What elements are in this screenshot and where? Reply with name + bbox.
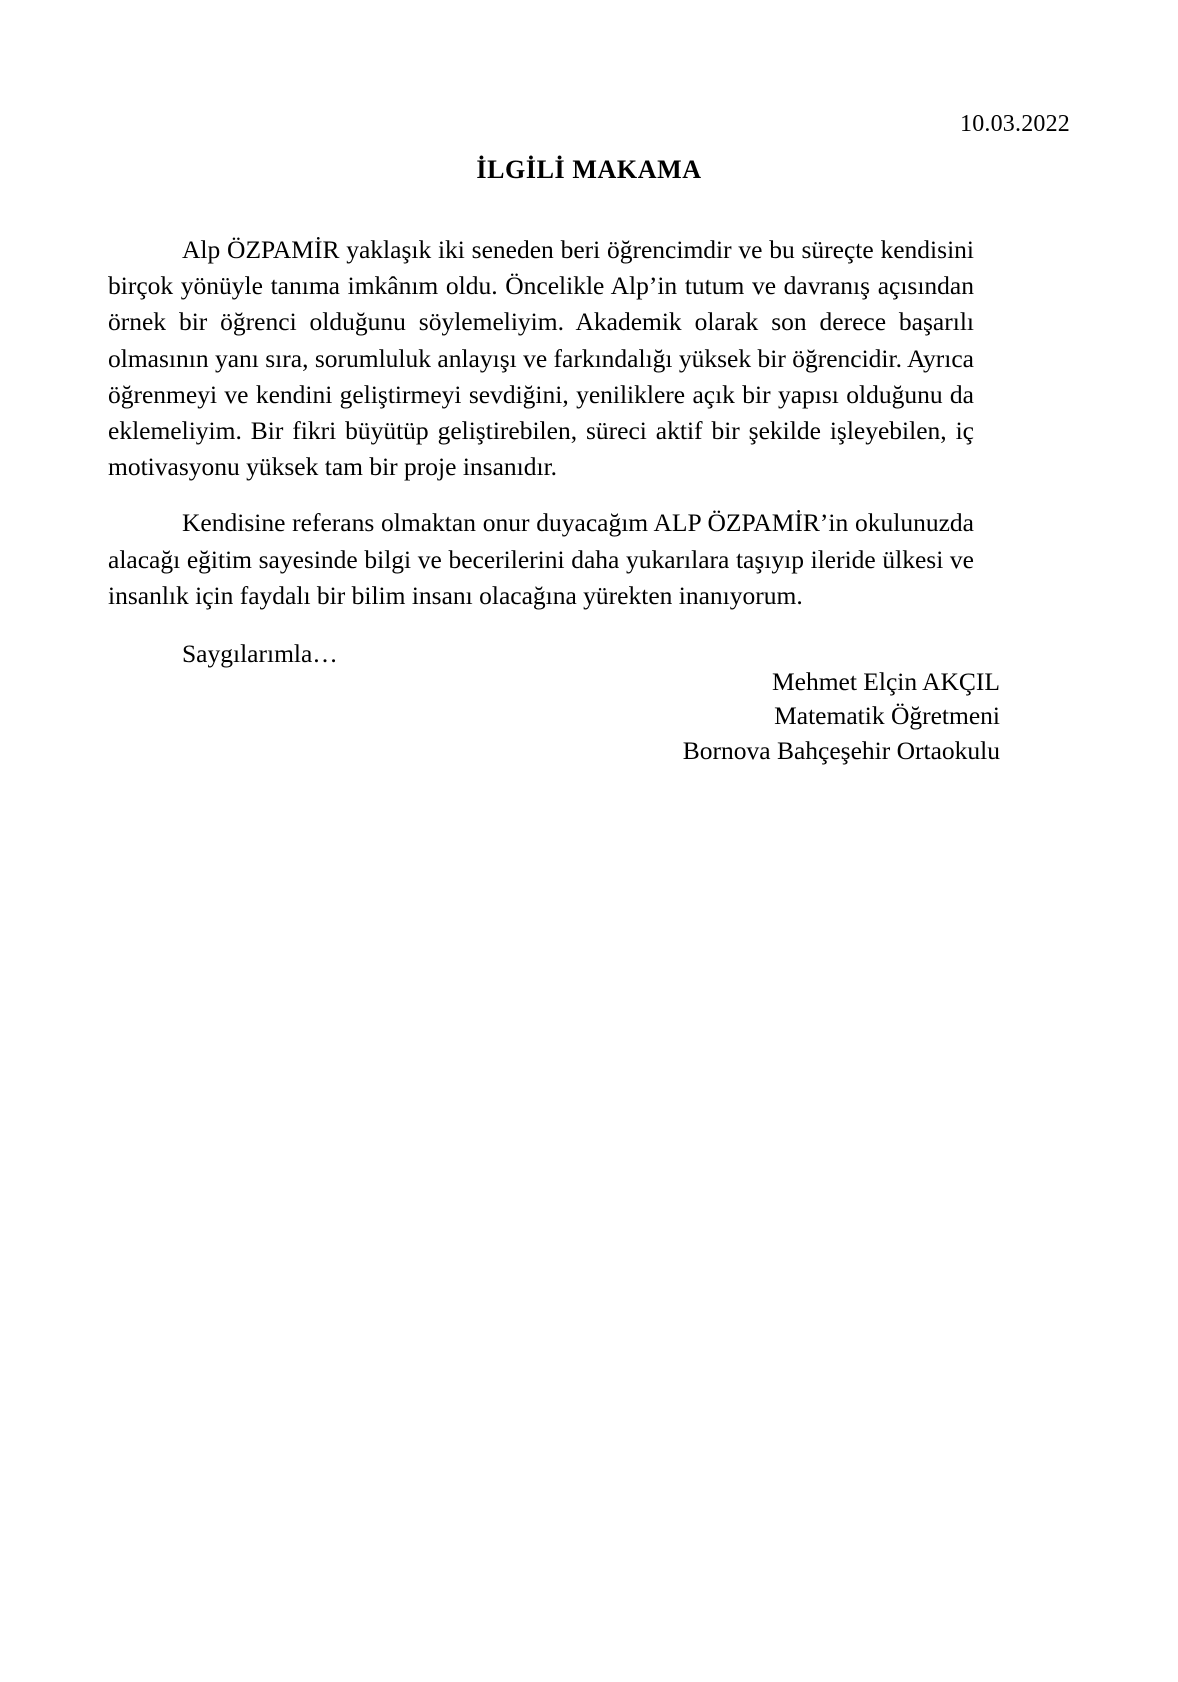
page-title: İLGİLİ MAKAMA <box>476 155 702 184</box>
signature-role: Matematik Öğretmeni <box>774 701 1000 731</box>
signature-block <box>0 665 1178 768</box>
document-date: 10.03.2022 <box>960 111 1070 137</box>
document-body <box>108 232 974 672</box>
body-paragraph: Alp ÖZPAMİR yaklaşık iki seneden beri öğrencimdir ve bu süreçte kendisini birçok yönüyle tanıma imkânım oldu. Öncelikle Alp’in tutum ve davranış açısından örnek bir öğrenci olduğunu söylemeliyim. Akademik olarak son derece başarılı olmasının yanı sıra, sorumluluk anlayışı ve farkındalığı yüksek bir öğrencidir. Ayrıca öğrenmeyi ve kendini geliştirmeyi sevdiğini, yeniliklere açık bir yapısı olduğunu da eklemeliyim. Bir fikri büyütüp geliştirebilen, süreci aktif bir şekilde işleyebilen, iç motivasyonu yüksek tam bir proje insanıdır. <box>108 235 974 482</box>
signature-name: Mehmet Elçin AKÇIL <box>771 667 1000 696</box>
signature-organization: Bornova Bahçeşehir Ortaokulu <box>682 735 1000 765</box>
closing-line: Saygılarımla… <box>182 639 338 669</box>
body-paragraph: Kendisine referans olmaktan onur duyacağım ALP ÖZPAMİR’in okulunuzda alacağı eğitim sayesinde bilgi ve becerilerini daha yukarılara taşıyıp ileride ülkesi ve insanlık için faydalı bir bilim insanı olacağına yürekten inanıyorum. <box>108 508 974 610</box>
